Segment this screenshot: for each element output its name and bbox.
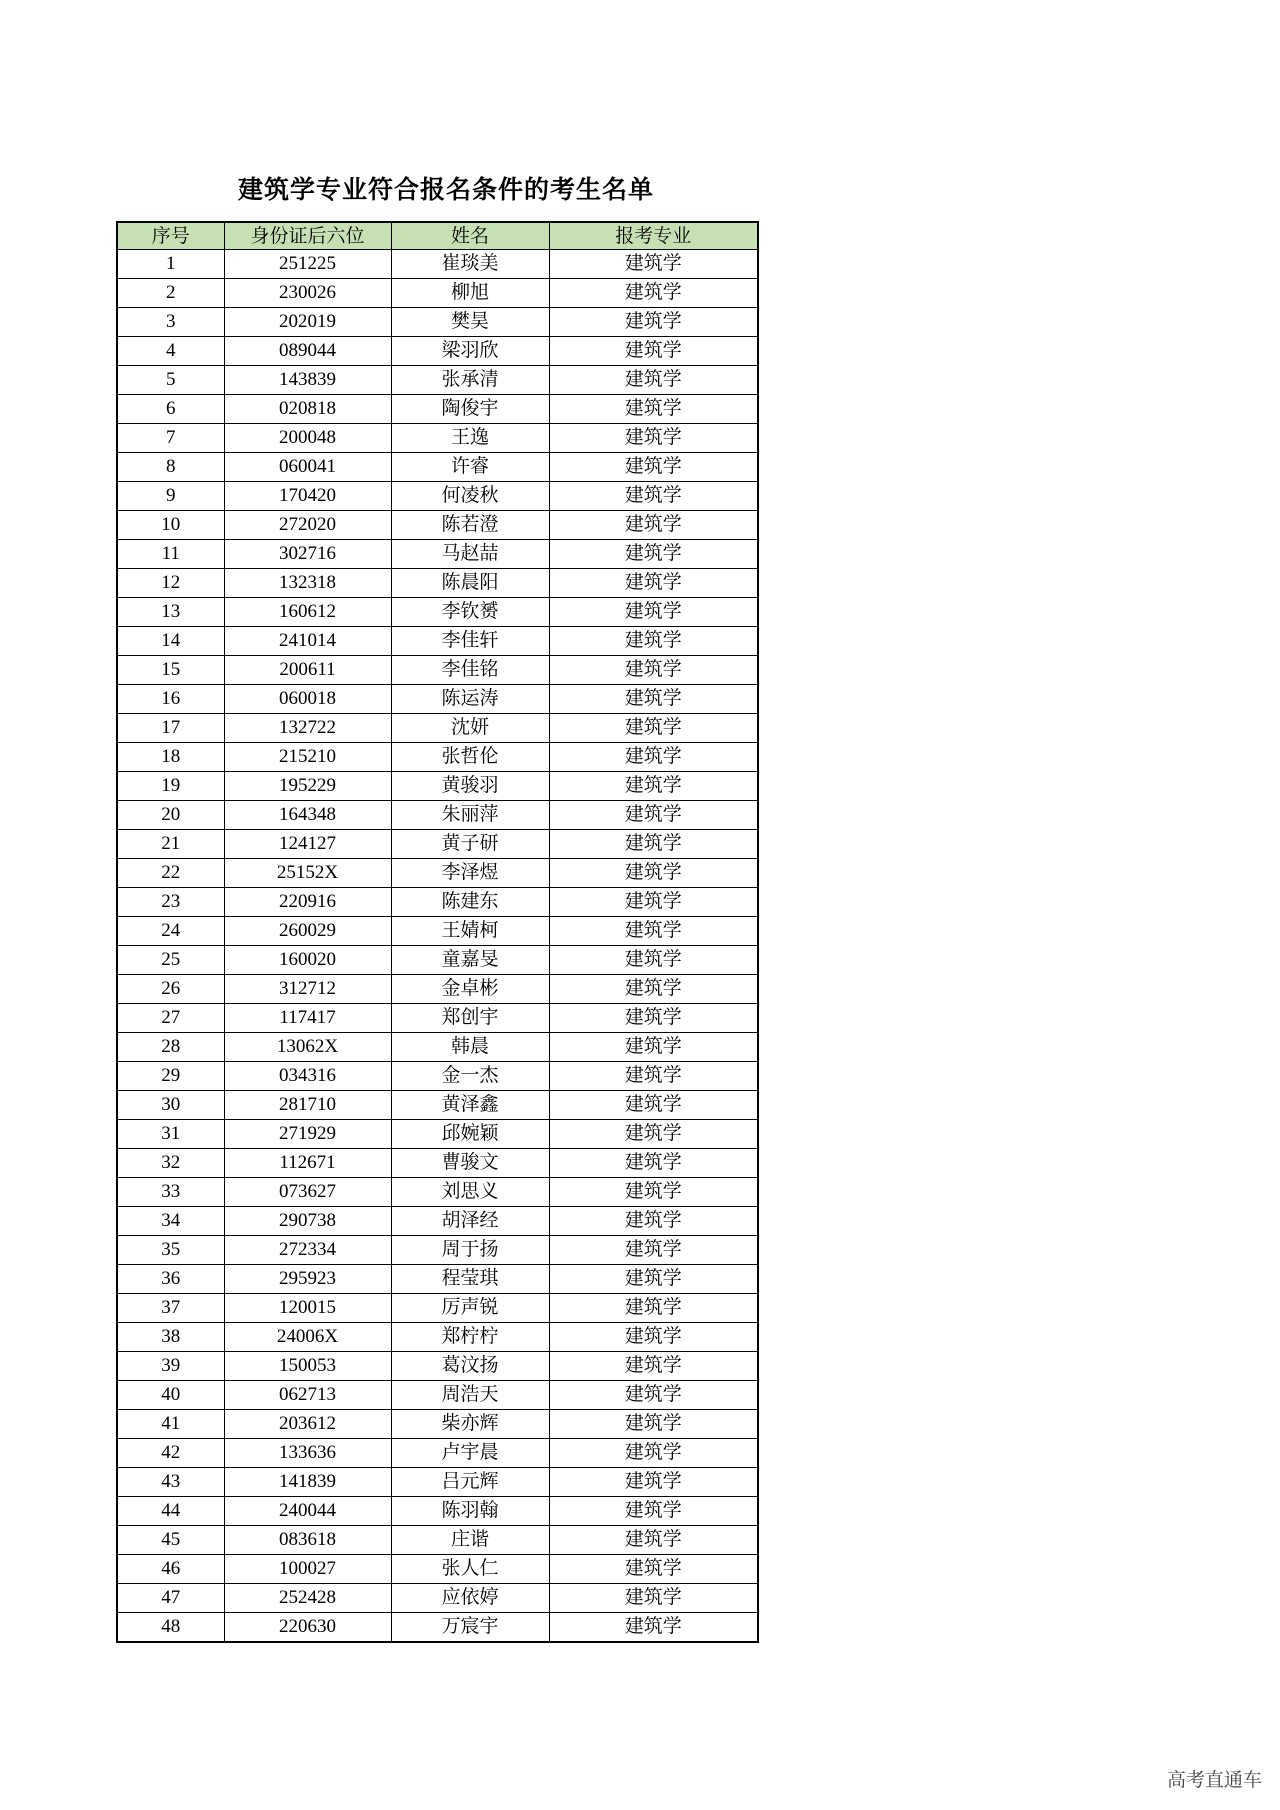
cell-name: 陈羽翰 xyxy=(391,1497,549,1526)
cell-major: 建筑学 xyxy=(549,656,758,685)
cell-name: 郑创宇 xyxy=(391,1004,549,1033)
cell-index: 25 xyxy=(117,946,224,975)
cell-name: 李泽煜 xyxy=(391,859,549,888)
cell-id-suffix: 132722 xyxy=(224,714,391,743)
cell-major: 建筑学 xyxy=(549,1439,758,1468)
cell-index: 46 xyxy=(117,1555,224,1584)
cell-name: 胡泽经 xyxy=(391,1207,549,1236)
table-row xyxy=(117,1439,758,1468)
cell-name: 张承清 xyxy=(391,366,549,395)
table-row xyxy=(117,743,758,772)
cell-id-suffix: 241014 xyxy=(224,627,391,656)
cell-major: 建筑学 xyxy=(549,627,758,656)
cell-name: 柴亦辉 xyxy=(391,1410,549,1439)
cell-name: 童嘉旻 xyxy=(391,946,549,975)
table-row xyxy=(117,598,758,627)
cell-major: 建筑学 xyxy=(549,1062,758,1091)
table-row xyxy=(117,337,758,366)
cell-id-suffix: 251225 xyxy=(224,250,391,279)
cell-id-suffix: 260029 xyxy=(224,917,391,946)
cell-major: 建筑学 xyxy=(549,482,758,511)
cell-id-suffix: 133636 xyxy=(224,1439,391,1468)
cell-index: 22 xyxy=(117,859,224,888)
cell-major: 建筑学 xyxy=(549,714,758,743)
cell-major: 建筑学 xyxy=(549,685,758,714)
cell-name: 李佳铭 xyxy=(391,656,549,685)
cell-major: 建筑学 xyxy=(549,743,758,772)
cell-id-suffix: 24006X xyxy=(224,1323,391,1352)
cell-name: 张哲伦 xyxy=(391,743,549,772)
cell-name: 曹骏文 xyxy=(391,1149,549,1178)
table-row xyxy=(117,772,758,801)
cell-id-suffix: 312712 xyxy=(224,975,391,1004)
cell-id-suffix: 203612 xyxy=(224,1410,391,1439)
cell-index: 31 xyxy=(117,1120,224,1149)
table-row xyxy=(117,1062,758,1091)
cell-name: 黄泽鑫 xyxy=(391,1091,549,1120)
cell-id-suffix: 220916 xyxy=(224,888,391,917)
cell-id-suffix: 143839 xyxy=(224,366,391,395)
cell-name: 许睿 xyxy=(391,453,549,482)
cell-index: 44 xyxy=(117,1497,224,1526)
table-row xyxy=(117,395,758,424)
cell-major: 建筑学 xyxy=(549,1323,758,1352)
cell-index: 33 xyxy=(117,1178,224,1207)
cell-id-suffix: 060018 xyxy=(224,685,391,714)
cell-major: 建筑学 xyxy=(549,772,758,801)
cell-name: 王婧柯 xyxy=(391,917,549,946)
cell-id-suffix: 200611 xyxy=(224,656,391,685)
table-row xyxy=(117,482,758,511)
table-row xyxy=(117,1381,758,1410)
table-row xyxy=(117,1149,758,1178)
cell-major: 建筑学 xyxy=(549,1497,758,1526)
cell-name: 陈晨阳 xyxy=(391,569,549,598)
cell-name: 柳旭 xyxy=(391,279,549,308)
header-index: 序号 xyxy=(117,222,224,250)
cell-index: 4 xyxy=(117,337,224,366)
cell-index: 39 xyxy=(117,1352,224,1381)
table-row xyxy=(117,1352,758,1381)
cell-name: 程莹琪 xyxy=(391,1265,549,1294)
table-row xyxy=(117,714,758,743)
cell-major: 建筑学 xyxy=(549,859,758,888)
cell-id-suffix: 089044 xyxy=(224,337,391,366)
cell-index: 1 xyxy=(117,250,224,279)
cell-id-suffix: 302716 xyxy=(224,540,391,569)
cell-major: 建筑学 xyxy=(549,1091,758,1120)
table-row xyxy=(117,830,758,859)
cell-major: 建筑学 xyxy=(549,1410,758,1439)
cell-id-suffix: 272334 xyxy=(224,1236,391,1265)
cell-major: 建筑学 xyxy=(549,917,758,946)
cell-id-suffix: 281710 xyxy=(224,1091,391,1120)
cell-name: 崔琰美 xyxy=(391,250,549,279)
watermark: 高考直通车 xyxy=(1166,1769,1262,1791)
cell-index: 8 xyxy=(117,453,224,482)
cell-major: 建筑学 xyxy=(549,366,758,395)
table-row xyxy=(117,1207,758,1236)
table-row xyxy=(117,1613,758,1643)
table-row xyxy=(117,279,758,308)
table-row xyxy=(117,1265,758,1294)
cell-id-suffix: 160612 xyxy=(224,598,391,627)
table-body xyxy=(117,250,758,1643)
table-row xyxy=(117,946,758,975)
cell-index: 35 xyxy=(117,1236,224,1265)
cell-name: 王逸 xyxy=(391,424,549,453)
cell-index: 6 xyxy=(117,395,224,424)
cell-index: 14 xyxy=(117,627,224,656)
table-row xyxy=(117,1526,758,1555)
table-row xyxy=(117,975,758,1004)
cell-major: 建筑学 xyxy=(549,1555,758,1584)
cell-major: 建筑学 xyxy=(549,598,758,627)
table-row xyxy=(117,453,758,482)
cell-index: 43 xyxy=(117,1468,224,1497)
cell-id-suffix: 252428 xyxy=(224,1584,391,1613)
cell-major: 建筑学 xyxy=(549,395,758,424)
cell-name: 黄子研 xyxy=(391,830,549,859)
cell-index: 32 xyxy=(117,1149,224,1178)
cell-index: 10 xyxy=(117,511,224,540)
cell-index: 38 xyxy=(117,1323,224,1352)
cell-name: 邱婉颖 xyxy=(391,1120,549,1149)
cell-index: 20 xyxy=(117,801,224,830)
cell-major: 建筑学 xyxy=(549,801,758,830)
cell-index: 34 xyxy=(117,1207,224,1236)
cell-index: 27 xyxy=(117,1004,224,1033)
cell-major: 建筑学 xyxy=(549,308,758,337)
cell-name: 沈妍 xyxy=(391,714,549,743)
cell-major: 建筑学 xyxy=(549,1033,758,1062)
cell-index: 16 xyxy=(117,685,224,714)
table-row xyxy=(117,685,758,714)
cell-name: 庄谐 xyxy=(391,1526,549,1555)
cell-index: 19 xyxy=(117,772,224,801)
cell-name: 李钦赟 xyxy=(391,598,549,627)
cell-id-suffix: 13062X xyxy=(224,1033,391,1062)
table-row xyxy=(117,1555,758,1584)
table-row xyxy=(117,540,758,569)
table-row xyxy=(117,1410,758,1439)
cell-id-suffix: 295923 xyxy=(224,1265,391,1294)
cell-id-suffix: 112671 xyxy=(224,1149,391,1178)
table-row xyxy=(117,1120,758,1149)
cell-id-suffix: 117417 xyxy=(224,1004,391,1033)
table-row xyxy=(117,1497,758,1526)
cell-index: 37 xyxy=(117,1294,224,1323)
cell-name: 樊昊 xyxy=(391,308,549,337)
table-row xyxy=(117,1468,758,1497)
cell-name: 何凌秋 xyxy=(391,482,549,511)
cell-name: 金一杰 xyxy=(391,1062,549,1091)
cell-name: 陈建东 xyxy=(391,888,549,917)
cell-id-suffix: 290738 xyxy=(224,1207,391,1236)
cell-name: 李佳轩 xyxy=(391,627,549,656)
cell-index: 21 xyxy=(117,830,224,859)
page-title: 建筑学专业符合报名条件的考生名单 xyxy=(238,175,655,204)
table-row xyxy=(117,1584,758,1613)
cell-index: 48 xyxy=(117,1613,224,1643)
cell-index: 30 xyxy=(117,1091,224,1120)
cell-index: 24 xyxy=(117,917,224,946)
cell-major: 建筑学 xyxy=(549,1294,758,1323)
cell-id-suffix: 083618 xyxy=(224,1526,391,1555)
cell-major: 建筑学 xyxy=(549,1265,758,1294)
cell-name: 周于扬 xyxy=(391,1236,549,1265)
cell-index: 41 xyxy=(117,1410,224,1439)
header-name: 姓名 xyxy=(391,222,549,250)
candidate-table xyxy=(116,221,759,1643)
cell-index: 47 xyxy=(117,1584,224,1613)
cell-name: 陶俊宇 xyxy=(391,395,549,424)
table-row xyxy=(117,366,758,395)
table-row xyxy=(117,250,758,279)
cell-name: 马赵喆 xyxy=(391,540,549,569)
cell-id-suffix: 100027 xyxy=(224,1555,391,1584)
cell-major: 建筑学 xyxy=(549,1584,758,1613)
cell-index: 3 xyxy=(117,308,224,337)
cell-index: 15 xyxy=(117,656,224,685)
cell-id-suffix: 25152X xyxy=(224,859,391,888)
cell-id-suffix: 020818 xyxy=(224,395,391,424)
cell-name: 刘思义 xyxy=(391,1178,549,1207)
cell-name: 陈若澄 xyxy=(391,511,549,540)
cell-name: 朱丽萍 xyxy=(391,801,549,830)
cell-id-suffix: 271929 xyxy=(224,1120,391,1149)
cell-name: 卢宇晨 xyxy=(391,1439,549,1468)
table-row xyxy=(117,888,758,917)
cell-id-suffix: 230026 xyxy=(224,279,391,308)
cell-index: 28 xyxy=(117,1033,224,1062)
cell-index: 42 xyxy=(117,1439,224,1468)
cell-id-suffix: 272020 xyxy=(224,511,391,540)
cell-name: 韩晨 xyxy=(391,1033,549,1062)
table-row xyxy=(117,1294,758,1323)
cell-id-suffix: 060041 xyxy=(224,453,391,482)
cell-id-suffix: 160020 xyxy=(224,946,391,975)
table-row xyxy=(117,656,758,685)
cell-major: 建筑学 xyxy=(549,1236,758,1265)
cell-index: 18 xyxy=(117,743,224,772)
cell-major: 建筑学 xyxy=(549,337,758,366)
cell-name: 金卓彬 xyxy=(391,975,549,1004)
cell-major: 建筑学 xyxy=(549,1468,758,1497)
cell-name: 梁羽欣 xyxy=(391,337,549,366)
cell-index: 17 xyxy=(117,714,224,743)
cell-id-suffix: 240044 xyxy=(224,1497,391,1526)
cell-index: 9 xyxy=(117,482,224,511)
cell-id-suffix: 220630 xyxy=(224,1613,391,1643)
cell-name: 吕元辉 xyxy=(391,1468,549,1497)
cell-major: 建筑学 xyxy=(549,1178,758,1207)
cell-major: 建筑学 xyxy=(549,453,758,482)
cell-major: 建筑学 xyxy=(549,250,758,279)
cell-id-suffix: 124127 xyxy=(224,830,391,859)
cell-id-suffix: 120015 xyxy=(224,1294,391,1323)
table-row xyxy=(117,1091,758,1120)
cell-major: 建筑学 xyxy=(549,1149,758,1178)
cell-major: 建筑学 xyxy=(549,1004,758,1033)
cell-major: 建筑学 xyxy=(549,569,758,598)
cell-index: 11 xyxy=(117,540,224,569)
cell-index: 26 xyxy=(117,975,224,1004)
cell-name: 陈运涛 xyxy=(391,685,549,714)
table-row xyxy=(117,1178,758,1207)
table-row xyxy=(117,1004,758,1033)
table-row xyxy=(117,1323,758,1352)
table-row xyxy=(117,1236,758,1265)
cell-id-suffix: 150053 xyxy=(224,1352,391,1381)
table-row xyxy=(117,917,758,946)
cell-name: 周浩天 xyxy=(391,1381,549,1410)
cell-id-suffix: 215210 xyxy=(224,743,391,772)
cell-id-suffix: 073627 xyxy=(224,1178,391,1207)
table-row xyxy=(117,511,758,540)
cell-major: 建筑学 xyxy=(549,1613,758,1643)
cell-major: 建筑学 xyxy=(549,1381,758,1410)
cell-major: 建筑学 xyxy=(549,830,758,859)
cell-major: 建筑学 xyxy=(549,540,758,569)
cell-index: 29 xyxy=(117,1062,224,1091)
cell-name: 郑柠柠 xyxy=(391,1323,549,1352)
cell-major: 建筑学 xyxy=(549,424,758,453)
cell-major: 建筑学 xyxy=(549,1207,758,1236)
cell-name: 张人仁 xyxy=(391,1555,549,1584)
cell-id-suffix: 034316 xyxy=(224,1062,391,1091)
cell-id-suffix: 195229 xyxy=(224,772,391,801)
cell-major: 建筑学 xyxy=(549,279,758,308)
cell-name: 葛汶扬 xyxy=(391,1352,549,1381)
cell-major: 建筑学 xyxy=(549,1526,758,1555)
cell-id-suffix: 062713 xyxy=(224,1381,391,1410)
cell-major: 建筑学 xyxy=(549,975,758,1004)
cell-index: 23 xyxy=(117,888,224,917)
table-row xyxy=(117,801,758,830)
table-row xyxy=(117,424,758,453)
cell-index: 2 xyxy=(117,279,224,308)
cell-major: 建筑学 xyxy=(549,511,758,540)
cell-index: 5 xyxy=(117,366,224,395)
table-row xyxy=(117,308,758,337)
table-row xyxy=(117,859,758,888)
table-row xyxy=(117,569,758,598)
cell-name: 黄骏羽 xyxy=(391,772,549,801)
cell-id-suffix: 132318 xyxy=(224,569,391,598)
cell-name: 应依婷 xyxy=(391,1584,549,1613)
cell-index: 12 xyxy=(117,569,224,598)
cell-id-suffix: 164348 xyxy=(224,801,391,830)
cell-id-suffix: 170420 xyxy=(224,482,391,511)
header-major: 报考专业 xyxy=(549,222,758,250)
cell-major: 建筑学 xyxy=(549,1352,758,1381)
cell-index: 45 xyxy=(117,1526,224,1555)
cell-id-suffix: 202019 xyxy=(224,308,391,337)
cell-index: 7 xyxy=(117,424,224,453)
cell-id-suffix: 200048 xyxy=(224,424,391,453)
cell-major: 建筑学 xyxy=(549,1120,758,1149)
cell-index: 36 xyxy=(117,1265,224,1294)
table-row xyxy=(117,1033,758,1062)
header-id-suffix: 身份证后六位 xyxy=(224,222,391,250)
table-row xyxy=(117,627,758,656)
cell-index: 13 xyxy=(117,598,224,627)
cell-major: 建筑学 xyxy=(549,946,758,975)
table-header-row xyxy=(117,222,758,250)
cell-id-suffix: 141839 xyxy=(224,1468,391,1497)
cell-name: 厉声锐 xyxy=(391,1294,549,1323)
cell-index: 40 xyxy=(117,1381,224,1410)
cell-major: 建筑学 xyxy=(549,888,758,917)
cell-name: 万宸宇 xyxy=(391,1613,549,1643)
